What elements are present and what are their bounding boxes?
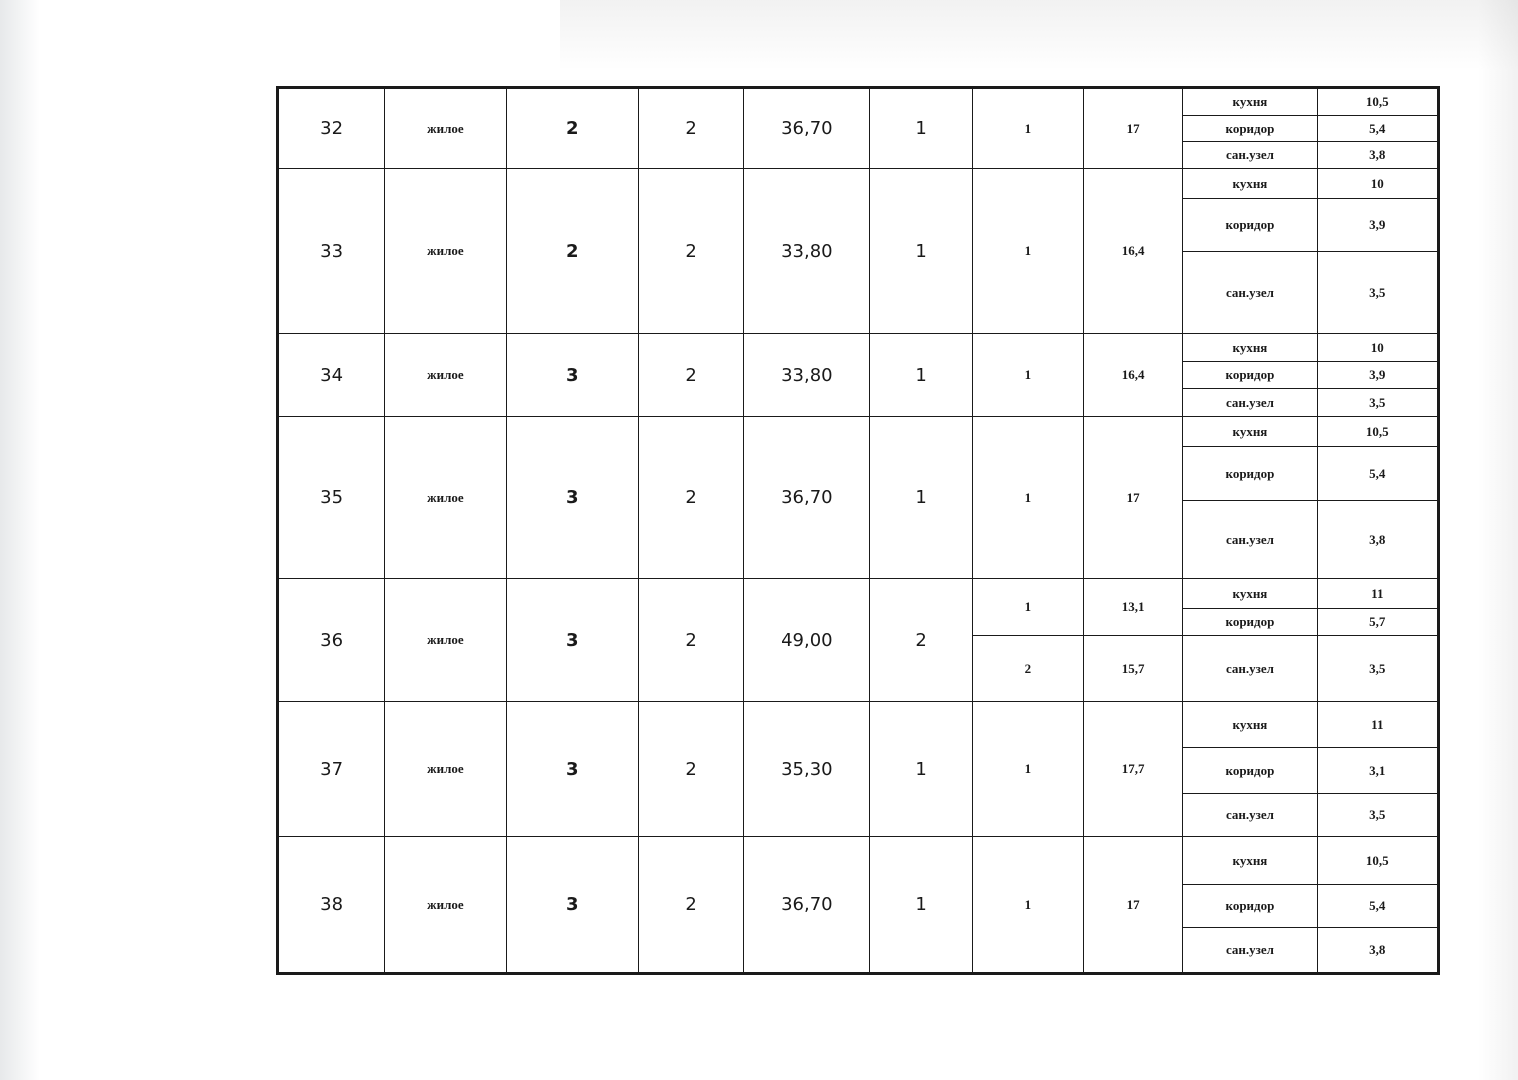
room-area: 17,7 <box>1084 702 1183 837</box>
aux-room-name: кухня <box>1183 334 1317 362</box>
table-row <box>278 169 1439 199</box>
aux-room-name: кухня <box>1183 837 1317 885</box>
aux-room-area: 10,5 <box>1317 88 1438 116</box>
aux-room-name: коридор <box>1183 199 1317 252</box>
room-number: 2 <box>972 636 1083 702</box>
apartment-number: 37 <box>278 702 385 837</box>
room-number: 1 <box>972 417 1083 579</box>
room-number: 1 <box>972 837 1083 974</box>
room-count: 2 <box>870 579 972 702</box>
table-row <box>278 702 1439 748</box>
aux-room-area: 5,4 <box>1317 447 1438 501</box>
room-area: 17 <box>1084 417 1183 579</box>
room-area: 17 <box>1084 88 1183 169</box>
scan-edge-right <box>1478 0 1518 1080</box>
room-number: 1 <box>972 702 1083 837</box>
premises-type: жилое <box>385 417 506 579</box>
premises-type: жилое <box>385 169 506 334</box>
room-number: 1 <box>972 579 1083 636</box>
entrance-number: 2 <box>638 702 743 837</box>
floor-number: 3 <box>506 837 638 974</box>
aux-room-name: коридор <box>1183 447 1317 501</box>
floor-number: 3 <box>506 334 638 417</box>
aux-room-name: сан.узел <box>1183 501 1317 579</box>
floor-number: 2 <box>506 88 638 169</box>
room-number: 1 <box>972 88 1083 169</box>
aux-room-area: 3,8 <box>1317 501 1438 579</box>
total-area: 36,70 <box>744 88 870 169</box>
room-area: 16,4 <box>1084 334 1183 417</box>
aux-room-name: сан.узел <box>1183 389 1317 417</box>
aux-room-name: кухня <box>1183 579 1317 609</box>
aux-room-name: коридор <box>1183 116 1317 142</box>
aux-room-name: сан.узел <box>1183 928 1317 974</box>
premises-type: жилое <box>385 579 506 702</box>
aux-room-name: коридор <box>1183 748 1317 794</box>
premises-type: жилое <box>385 837 506 974</box>
room-count: 1 <box>870 88 972 169</box>
aux-room-name: коридор <box>1183 885 1317 928</box>
aux-room-area: 3,5 <box>1317 252 1438 334</box>
entrance-number: 2 <box>638 169 743 334</box>
room-area: 15,7 <box>1084 636 1183 702</box>
room-count: 1 <box>870 169 972 334</box>
table-row <box>278 837 1439 885</box>
aux-room-name: коридор <box>1183 362 1317 389</box>
room-count: 1 <box>870 837 972 974</box>
aux-room-area: 10 <box>1317 169 1438 199</box>
aux-room-area: 10 <box>1317 334 1438 362</box>
aux-room-area: 3,5 <box>1317 389 1438 417</box>
premises-type: жилое <box>385 702 506 837</box>
entrance-number: 2 <box>638 837 743 974</box>
room-count: 1 <box>870 334 972 417</box>
aux-room-area: 3,8 <box>1317 142 1438 169</box>
aux-room-area: 5,7 <box>1317 609 1438 636</box>
aux-room-name: сан.узел <box>1183 142 1317 169</box>
aux-room-name: кухня <box>1183 88 1317 116</box>
total-area: 33,80 <box>744 169 870 334</box>
apartment-number: 35 <box>278 417 385 579</box>
aux-room-area: 3,9 <box>1317 199 1438 252</box>
room-number: 1 <box>972 334 1083 417</box>
aux-room-area: 5,4 <box>1317 116 1438 142</box>
room-count: 1 <box>870 417 972 579</box>
scan-edge-left <box>0 0 40 1080</box>
floor-number: 3 <box>506 417 638 579</box>
table-row <box>278 417 1439 447</box>
total-area: 49,00 <box>744 579 870 702</box>
aux-room-area: 5,4 <box>1317 885 1438 928</box>
aux-room-area: 3,8 <box>1317 928 1438 974</box>
total-area: 36,70 <box>744 417 870 579</box>
room-count: 1 <box>870 702 972 837</box>
premises-type: жилое <box>385 88 506 169</box>
total-area: 33,80 <box>744 334 870 417</box>
apartment-number: 36 <box>278 579 385 702</box>
entrance-number: 2 <box>638 334 743 417</box>
aux-room-area: 3,5 <box>1317 636 1438 702</box>
total-area: 35,30 <box>744 702 870 837</box>
entrance-number: 2 <box>638 417 743 579</box>
floor-number: 2 <box>506 169 638 334</box>
aux-room-area: 3,5 <box>1317 794 1438 837</box>
aux-room-name: кухня <box>1183 169 1317 199</box>
entrance-number: 2 <box>638 88 743 169</box>
aux-room-area: 11 <box>1317 579 1438 609</box>
room-number: 1 <box>972 169 1083 334</box>
floor-number: 3 <box>506 702 638 837</box>
entrance-number: 2 <box>638 579 743 702</box>
apartment-rooms-table <box>276 86 1440 975</box>
room-area: 13,1 <box>1084 579 1183 636</box>
aux-room-name: кухня <box>1183 702 1317 748</box>
aux-room-area: 10,5 <box>1317 417 1438 447</box>
total-area: 36,70 <box>744 837 870 974</box>
table-row <box>278 88 1439 116</box>
aux-room-name: сан.узел <box>1183 794 1317 837</box>
apartment-number: 34 <box>278 334 385 417</box>
room-area: 16,4 <box>1084 169 1183 334</box>
aux-room-area: 11 <box>1317 702 1438 748</box>
aux-room-name: сан.узел <box>1183 636 1317 702</box>
floor-number: 3 <box>506 579 638 702</box>
aux-room-name: коридор <box>1183 609 1317 636</box>
apartment-number: 33 <box>278 169 385 334</box>
scan-edge-top <box>560 0 1518 70</box>
table-row <box>278 579 1439 609</box>
aux-room-area: 10,5 <box>1317 837 1438 885</box>
aux-room-area: 3,9 <box>1317 362 1438 389</box>
apartment-number: 38 <box>278 837 385 974</box>
room-area: 17 <box>1084 837 1183 974</box>
premises-type: жилое <box>385 334 506 417</box>
aux-room-name: кухня <box>1183 417 1317 447</box>
apartment-number: 32 <box>278 88 385 169</box>
table-row <box>278 334 1439 362</box>
aux-room-area: 3,1 <box>1317 748 1438 794</box>
aux-room-name: сан.узел <box>1183 252 1317 334</box>
